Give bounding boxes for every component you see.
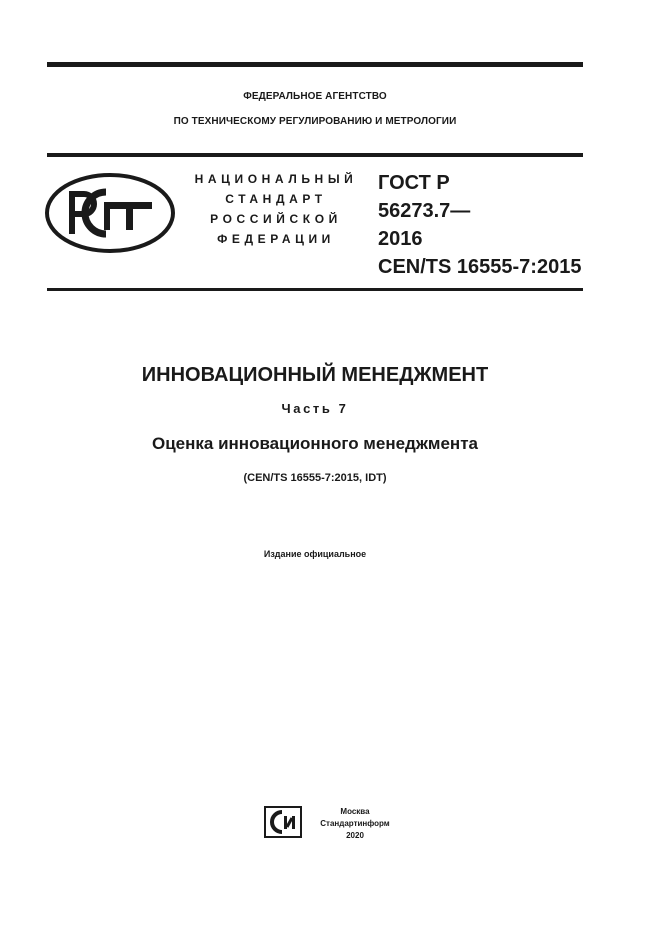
imprint-city: Москва — [340, 807, 370, 816]
imprint-year: 2020 — [346, 831, 364, 840]
national-standard-line4: ФЕДЕРАЦИИ — [217, 232, 335, 246]
standard-designation-line2: 56273.7— — [378, 200, 471, 222]
top-rule — [47, 62, 583, 67]
designation-rule — [47, 288, 583, 291]
standartinform-logo-icon — [264, 806, 302, 838]
national-standard-line1: НАЦИОНАЛЬНЫЙ — [194, 172, 358, 186]
imprint-publisher: Стандартинформ — [320, 819, 390, 828]
header-rule — [47, 153, 583, 157]
national-standard-line2: СТАНДАРТ — [225, 192, 327, 206]
document-title: ИННОВАЦИОННЫЙ МЕНЕДЖМЕНТ — [141, 364, 489, 386]
standard-designation-line4: CEN/TS 16555-7:2015 — [378, 256, 582, 278]
equivalence-note: (CEN/TS 16555-7:2015, IDT) — [243, 472, 387, 484]
document-subtitle: Оценка инновационного менеджмента — [152, 434, 478, 453]
standard-designation-line3: 2016 — [378, 228, 423, 250]
national-standard-line3: РОССИЙСКОЙ — [210, 212, 342, 226]
part-label: Часть 7 — [281, 401, 349, 416]
agency-name-line1: ФЕДЕРАЛЬНОЕ АГЕНТСТВО — [243, 91, 387, 102]
agency-name-line2: ПО ТЕХНИЧЕСКОМУ РЕГУЛИРОВАНИЮ И МЕТРОЛОГИИ — [173, 116, 457, 127]
gost-r-emblem-icon — [44, 172, 176, 254]
standard-designation-line1: ГОСТ Р — [378, 172, 450, 194]
edition-note: Издание официальное — [263, 549, 367, 559]
